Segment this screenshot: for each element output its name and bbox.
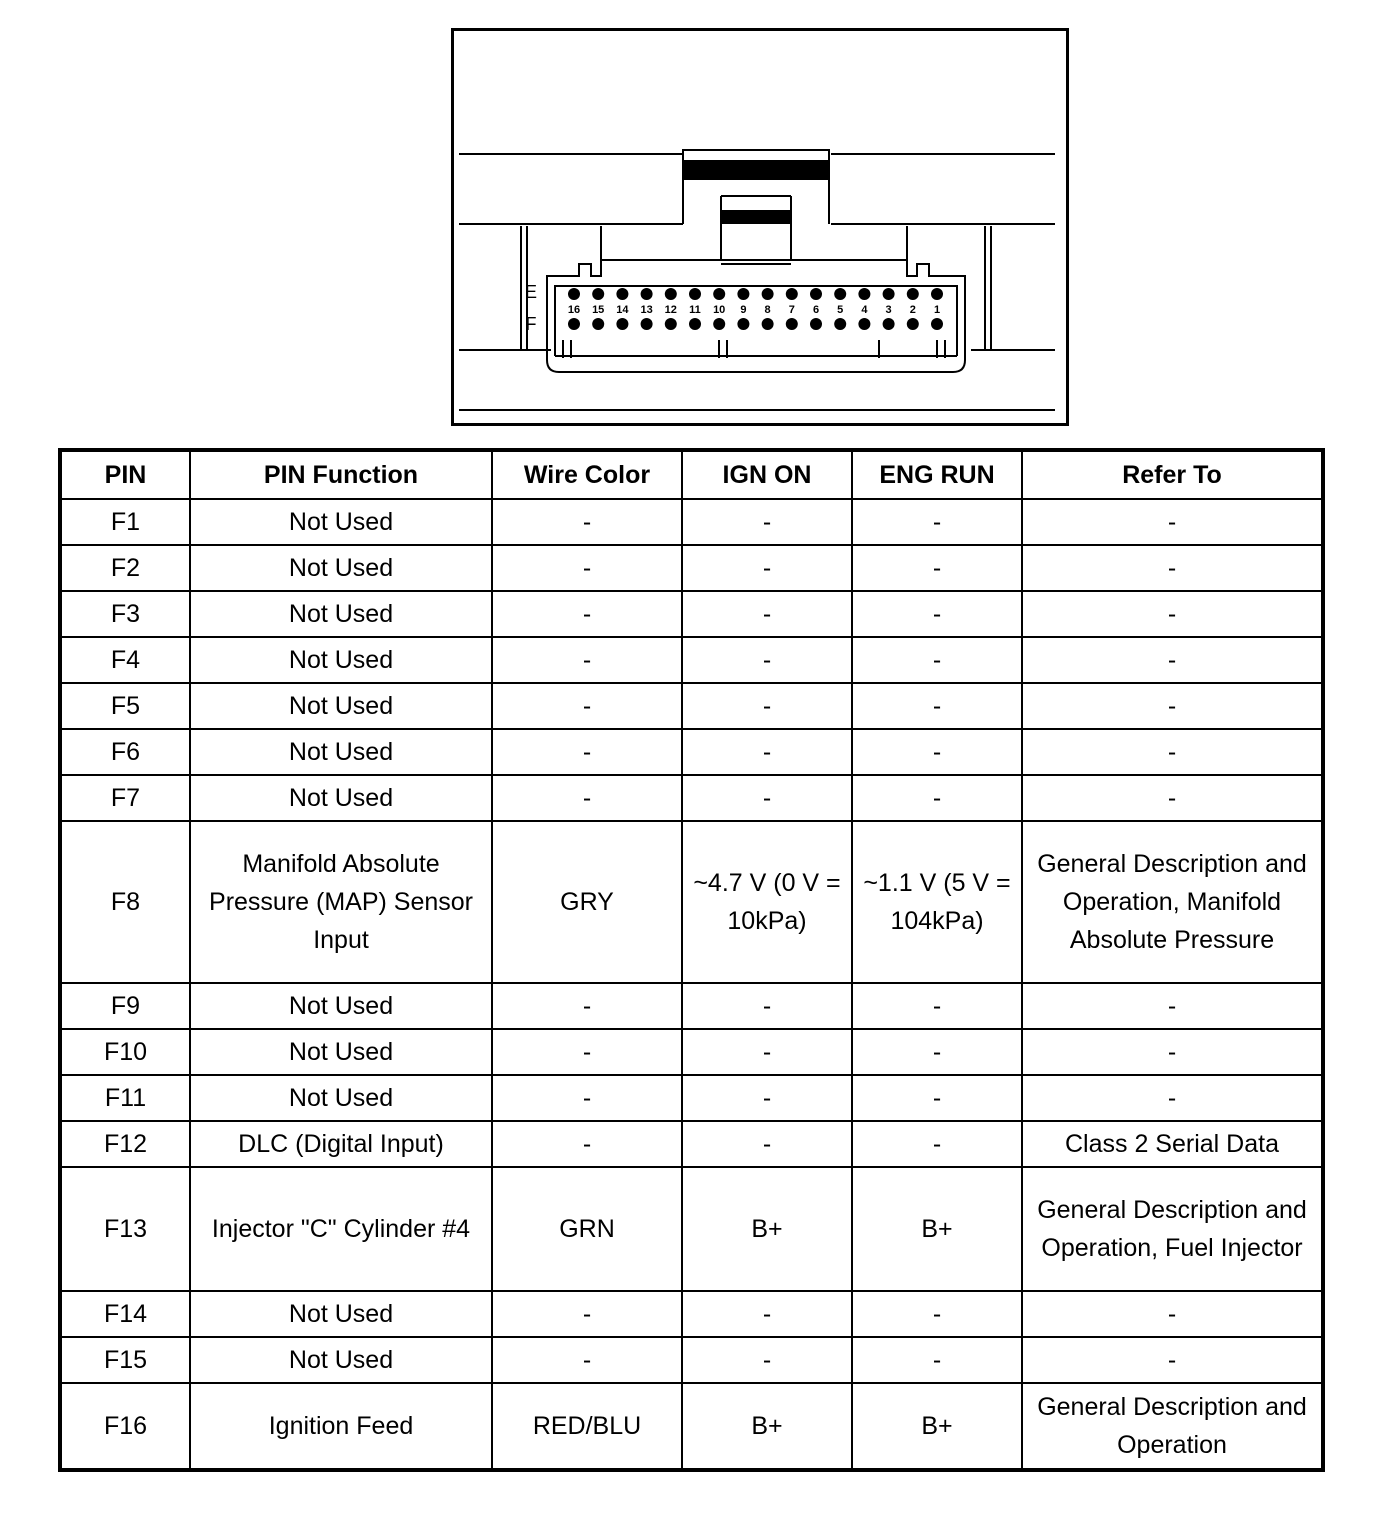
pin-number-label: 12 <box>664 304 677 316</box>
row-label-f: F <box>525 314 537 334</box>
cell-pin-function: Not Used <box>190 775 492 821</box>
cell-wire-color: - <box>492 499 682 545</box>
cell-wire-color: - <box>492 729 682 775</box>
cell-wire-color: - <box>492 637 682 683</box>
pin-f-6 <box>810 318 822 330</box>
cell-pin: F6 <box>60 729 190 775</box>
cell-pin: F4 <box>60 637 190 683</box>
pin-number-label: 14 <box>616 304 629 316</box>
table-row <box>60 591 1323 637</box>
cell-ign-on: B+ <box>682 1383 852 1470</box>
pin-e-14 <box>616 288 628 300</box>
pin-f-13 <box>641 318 653 330</box>
cell-eng-run: - <box>852 545 1022 591</box>
cell-pin: F10 <box>60 1029 190 1075</box>
cell-ign-on: B+ <box>682 1167 852 1291</box>
pin-table <box>58 448 1325 1472</box>
cell-eng-run: - <box>852 1291 1022 1337</box>
cell-eng-run: - <box>852 1121 1022 1167</box>
cell-ign-on: - <box>682 1291 852 1337</box>
cell-pin: F12 <box>60 1121 190 1167</box>
cell-wire-color: - <box>492 545 682 591</box>
pin-e-12 <box>665 288 677 300</box>
cell-ign-on: - <box>682 499 852 545</box>
cell-refer-to: - <box>1022 683 1323 729</box>
cell-pin: F9 <box>60 983 190 1029</box>
cell-ign-on: - <box>682 591 852 637</box>
cell-pin-function: Not Used <box>190 499 492 545</box>
locking-tab-bar <box>683 160 829 180</box>
pin-number-label: 1 <box>933 304 941 316</box>
pin-number-label: 10 <box>713 304 726 316</box>
connector-svg <box>451 28 1069 426</box>
cell-refer-to: - <box>1022 1029 1323 1075</box>
cell-ign-on: - <box>682 983 852 1029</box>
pin-e-11 <box>689 288 701 300</box>
pin-rows <box>60 499 1323 1470</box>
pin-e-7 <box>786 288 798 300</box>
cell-eng-run: - <box>852 499 1022 545</box>
table-row <box>60 637 1323 683</box>
pin-number-label: 2 <box>909 304 916 316</box>
cell-wire-color: - <box>492 1121 682 1167</box>
cell-pin-function: Not Used <box>190 729 492 775</box>
header-pin: PIN <box>60 450 190 499</box>
cell-refer-to: - <box>1022 1075 1323 1121</box>
table-row <box>60 499 1323 545</box>
cell-refer-to: Class 2 Serial Data <box>1022 1121 1323 1167</box>
cell-refer-to: - <box>1022 1337 1323 1383</box>
cell-pin-function: Not Used <box>190 983 492 1029</box>
cell-eng-run: - <box>852 591 1022 637</box>
header-eng-run: ENG RUN <box>852 450 1022 499</box>
cell-wire-color: - <box>492 775 682 821</box>
cell-eng-run: - <box>852 775 1022 821</box>
cell-pin-function: Not Used <box>190 1291 492 1337</box>
table-row <box>60 729 1323 775</box>
pin-e-8 <box>762 288 774 300</box>
cell-eng-run: - <box>852 983 1022 1029</box>
pin-f-5 <box>834 318 846 330</box>
cell-pin-function: Ignition Feed <box>190 1383 492 1470</box>
pin-e-16 <box>568 288 580 300</box>
cell-pin-function: Not Used <box>190 1029 492 1075</box>
cell-pin: F14 <box>60 1291 190 1337</box>
cell-pin-function: Not Used <box>190 683 492 729</box>
cell-pin-function: DLC (Digital Input) <box>190 1121 492 1167</box>
cell-refer-to: - <box>1022 591 1323 637</box>
pin-number-label: 7 <box>788 304 795 316</box>
table-row <box>60 1167 1323 1291</box>
cell-refer-to: - <box>1022 775 1323 821</box>
cell-refer-to: General Description and Operation, Fuel Injector <box>1022 1167 1323 1291</box>
cell-wire-color: - <box>492 1029 682 1075</box>
pin-f-11 <box>689 318 701 330</box>
cell-eng-run: ~1.1 V (5 V = 104kPa) <box>852 821 1022 983</box>
pin-number-label: 4 <box>861 304 868 316</box>
pin-f-4 <box>858 318 870 330</box>
pin-number-label: 11 <box>689 304 701 316</box>
table-row <box>60 983 1323 1029</box>
table-row <box>60 821 1323 983</box>
cell-pin: F13 <box>60 1167 190 1291</box>
cell-pin-function: Injector "C" Cylinder #4 <box>190 1167 492 1291</box>
connector-diagram <box>451 28 1069 426</box>
cell-wire-color: - <box>492 1291 682 1337</box>
pin-f-16 <box>568 318 580 330</box>
cell-pin: F15 <box>60 1337 190 1383</box>
pin-f-1 <box>931 318 943 330</box>
cell-refer-to: General Description and Operation, Manifold Absolute Pressure <box>1022 821 1323 983</box>
cell-wire-color: RED/BLU <box>492 1383 682 1470</box>
cell-eng-run: - <box>852 683 1022 729</box>
pin-e-13 <box>641 288 653 300</box>
cell-wire-color: - <box>492 591 682 637</box>
cell-pin: F1 <box>60 499 190 545</box>
cell-refer-to: General Description and Operation <box>1022 1383 1323 1470</box>
header-refer-to: Refer To <box>1022 450 1323 499</box>
table-row <box>60 1337 1323 1383</box>
cell-pin-function: Not Used <box>190 1337 492 1383</box>
table-header-row <box>60 450 1323 499</box>
cell-ign-on: - <box>682 1075 852 1121</box>
table-row <box>60 683 1323 729</box>
cell-pin: F7 <box>60 775 190 821</box>
cell-ign-on: - <box>682 545 852 591</box>
cell-ign-on: - <box>682 1029 852 1075</box>
table-row <box>60 1029 1323 1075</box>
row-label-e: E <box>524 282 538 302</box>
pin-f-2 <box>907 318 919 330</box>
pin-e-15 <box>592 288 604 300</box>
pin-number-label: 8 <box>764 304 771 316</box>
cell-refer-to: - <box>1022 983 1323 1029</box>
pin-e-1 <box>931 288 943 300</box>
cell-pin-function: Manifold Absolute Pressure (MAP) Sensor Input <box>190 821 492 983</box>
pin-f-3 <box>883 318 895 330</box>
cell-eng-run: B+ <box>852 1383 1022 1470</box>
cell-ign-on: - <box>682 1337 852 1383</box>
pin-number-label: 5 <box>837 304 844 316</box>
cell-refer-to: - <box>1022 729 1323 775</box>
cell-wire-color: - <box>492 983 682 1029</box>
cell-refer-to: - <box>1022 637 1323 683</box>
cell-refer-to: - <box>1022 499 1323 545</box>
pin-e-6 <box>810 288 822 300</box>
pin-e-5 <box>834 288 846 300</box>
cell-wire-color: - <box>492 1337 682 1383</box>
pin-e-2 <box>907 288 919 300</box>
pin-e-9 <box>737 288 749 300</box>
cell-pin-function: Not Used <box>190 591 492 637</box>
cell-ign-on: - <box>682 775 852 821</box>
cell-eng-run: - <box>852 729 1022 775</box>
cell-pin-function: Not Used <box>190 545 492 591</box>
pin-e-3 <box>883 288 895 300</box>
header-wire-color: Wire Color <box>492 450 682 499</box>
cell-pin: F5 <box>60 683 190 729</box>
table-row <box>60 775 1323 821</box>
cell-eng-run: - <box>852 1075 1022 1121</box>
table-row <box>60 1291 1323 1337</box>
cell-pin: F2 <box>60 545 190 591</box>
cell-pin-function: Not Used <box>190 637 492 683</box>
pin-number-label: 9 <box>740 304 747 316</box>
cell-wire-color: GRN <box>492 1167 682 1291</box>
cell-wire-color: - <box>492 1075 682 1121</box>
table-row <box>60 1121 1323 1167</box>
cell-ign-on: - <box>682 683 852 729</box>
cell-pin: F8 <box>60 821 190 983</box>
cell-ign-on: - <box>682 637 852 683</box>
pin-f-8 <box>762 318 774 330</box>
pin-e-4 <box>858 288 870 300</box>
cell-pin-function: Not Used <box>190 1075 492 1121</box>
pin-number-label: 15 <box>592 304 605 316</box>
cell-ign-on: - <box>682 1121 852 1167</box>
pin-e-10 <box>713 288 725 300</box>
pin-number-label: 6 <box>812 304 820 316</box>
cell-ign-on: ~4.7 V (0 V = 10kPa) <box>682 821 852 983</box>
pin-f-14 <box>616 318 628 330</box>
pin-f-15 <box>592 318 604 330</box>
cell-refer-to: - <box>1022 1291 1323 1337</box>
cell-refer-to: - <box>1022 545 1323 591</box>
cell-eng-run: - <box>852 1029 1022 1075</box>
locking-tab-bar <box>721 210 791 224</box>
cell-pin: F16 <box>60 1383 190 1470</box>
pin-f-10 <box>713 318 725 330</box>
table-row <box>60 545 1323 591</box>
table-row <box>60 1383 1323 1470</box>
pin-f-7 <box>786 318 798 330</box>
pin-f-12 <box>665 318 677 330</box>
cell-eng-run: B+ <box>852 1167 1022 1291</box>
header-ign-on: IGN ON <box>682 450 852 499</box>
table-row <box>60 1075 1323 1121</box>
pin-number-label: 16 <box>567 304 581 316</box>
cell-wire-color: - <box>492 683 682 729</box>
pin-number-label: 3 <box>885 304 892 316</box>
header-pin-function: PIN Function <box>190 450 492 499</box>
diagram-frame <box>453 30 1068 425</box>
cell-eng-run: - <box>852 1337 1022 1383</box>
cell-eng-run: - <box>852 637 1022 683</box>
cell-ign-on: - <box>682 729 852 775</box>
pin-number-label: 13 <box>640 304 653 316</box>
pin-f-9 <box>737 318 749 330</box>
cell-wire-color: GRY <box>492 821 682 983</box>
cell-pin: F11 <box>60 1075 190 1121</box>
cell-pin: F3 <box>60 591 190 637</box>
